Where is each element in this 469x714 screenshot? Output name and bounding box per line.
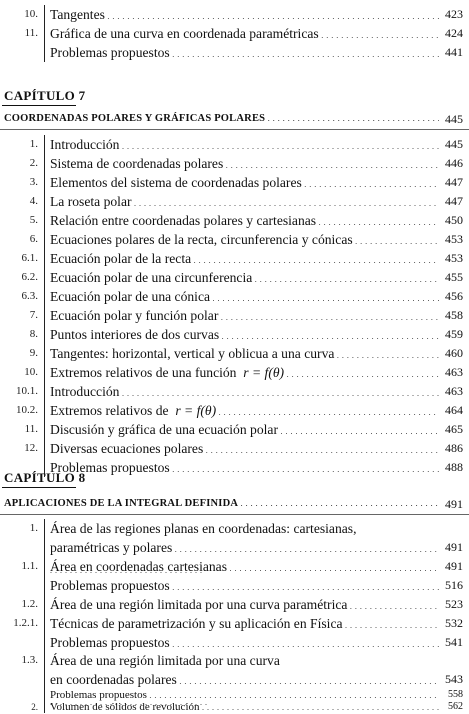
toc-entry xyxy=(0,154,469,173)
divider-bar xyxy=(44,287,45,306)
chapter-8-underline xyxy=(2,487,76,488)
toc-entry xyxy=(0,192,469,211)
chapter-8-rule xyxy=(0,514,469,515)
divider-bar xyxy=(44,439,45,458)
entry-page: 488 xyxy=(445,460,463,474)
entry-title: Tangentes . . . xyxy=(50,5,439,26)
entry-number: 7. xyxy=(29,309,38,321)
entry-title: Área en coordenadas cartesianas . . . xyxy=(50,557,439,578)
entry-title: Problemas propuestos . . . xyxy=(50,458,439,479)
entry-number: 2. xyxy=(29,157,38,169)
entry-title: Problemas propuestos . . . xyxy=(50,576,439,597)
entry-number: 1. xyxy=(29,522,38,534)
entry-two-line xyxy=(50,651,439,670)
entry-title: Puntos interiores de dos curvas . . . xyxy=(50,325,439,346)
entry-page: 456 xyxy=(445,289,463,303)
entry-number: 11. xyxy=(24,27,38,39)
divider-bar xyxy=(44,5,45,24)
chapter-8-page: 491 xyxy=(445,497,463,511)
entry-page: 424 xyxy=(445,26,463,40)
entry-title: Técnicas de parametrización y su aplicación en Física . . . xyxy=(50,614,439,635)
entry-number: 10.1. xyxy=(16,385,38,397)
entry-title: Ecuaciones polares de la recta, circunferencia y cónicas . . . xyxy=(50,230,439,251)
entry-title: Problemas propuestos . . . xyxy=(50,43,439,64)
toc-entry xyxy=(0,344,469,363)
entry-page: 459 xyxy=(445,327,463,341)
divider-bar xyxy=(44,325,45,344)
entry-page: 486 xyxy=(445,441,463,455)
divider-bar xyxy=(44,344,45,363)
toc-entry xyxy=(0,24,469,43)
entry-page: 453 xyxy=(445,232,463,246)
entry-number: 9. xyxy=(29,347,38,359)
chapter-8-title: APLICACIONES DE LA INTEGRAL DEFINIDA . . . xyxy=(4,495,439,513)
entry-title: Gráfica de una curva en coordenada paramétricas . . . xyxy=(50,24,439,45)
entry-page: 441 xyxy=(445,45,463,59)
entry-number: 1.2. xyxy=(21,598,38,610)
toc-entry xyxy=(0,633,469,652)
entry-title: Área de una región limitada por una curva paramétrica . . . xyxy=(50,595,439,616)
formula: r = f(θ) xyxy=(175,403,217,418)
toc-entry xyxy=(0,420,469,439)
entry-number: 1.1. xyxy=(21,560,38,572)
divider-bar xyxy=(44,230,45,249)
entry-page: 423 xyxy=(445,7,463,21)
entry-title: Tangentes: horizontal, vertical y oblicua a una curva . . . xyxy=(50,344,439,365)
entry-number: 8. xyxy=(29,328,38,340)
chapter-7-label: CAPÍTULO 7 xyxy=(4,88,86,103)
toc-entry xyxy=(0,701,469,713)
toc-entry xyxy=(0,557,469,576)
entry-title: Sistema de coordenadas polares . . . xyxy=(50,154,439,175)
toc-entry xyxy=(0,5,469,24)
toc-entry xyxy=(0,325,469,344)
entry-title: Elementos del sistema de coordenadas polares . . . xyxy=(50,173,439,194)
divider-bar xyxy=(44,306,45,325)
entry-title: Introducción . . . xyxy=(50,382,439,403)
divider-bar xyxy=(44,519,45,557)
divider-bar xyxy=(44,363,45,382)
entry-number: 3. xyxy=(29,176,38,188)
entry-page: 445 xyxy=(445,137,463,151)
entry-title: Volumen de sólidos de revolución . . . xyxy=(50,701,439,714)
entry-title: Discusión y gráfica de una ecuación polar . . . xyxy=(50,420,439,441)
entry-title: Problemas propuestos . . . xyxy=(50,689,439,702)
divider-bar xyxy=(44,576,45,595)
entry-number: 2. xyxy=(31,702,38,712)
divider-bar xyxy=(44,633,45,652)
entry-number: 10. xyxy=(24,366,38,378)
toc-entry xyxy=(0,306,469,325)
divider-bar xyxy=(44,154,45,173)
entry-title: Ecuación polar de una cónica . . . xyxy=(50,287,439,308)
toc-entry xyxy=(0,519,469,557)
entry-title-with-formula xyxy=(50,401,439,422)
entry-title: Problemas propuestos . . . xyxy=(50,633,439,654)
divider-bar xyxy=(44,701,45,713)
entry-page: 463 xyxy=(445,365,463,379)
divider-bar xyxy=(44,557,45,576)
entry-page: 558 xyxy=(448,689,463,700)
toc-entry xyxy=(0,173,469,192)
chapter-7-underline xyxy=(2,105,76,106)
chapter-7-title: COORDENADAS POLARES Y GRÁFICAS POLARES . . . xyxy=(4,110,439,128)
divider-bar xyxy=(44,43,45,62)
entry-page: 450 xyxy=(445,213,463,227)
entry-title-with-formula xyxy=(50,363,439,384)
toc-entry xyxy=(0,576,469,595)
entry-number: 4. xyxy=(29,195,38,207)
divider-bar xyxy=(44,211,45,230)
entry-title: La roseta polar . . . xyxy=(50,192,439,213)
entry-page: 491 xyxy=(445,559,463,573)
entry-title: Ecuación polar y función polar . . . xyxy=(50,306,439,327)
toc-entry xyxy=(0,211,469,230)
chapter-7-page: 445 xyxy=(445,112,463,126)
chapter-8-label: CAPÍTULO 8 xyxy=(4,470,86,485)
toc-entry xyxy=(0,614,469,633)
divider-bar xyxy=(44,382,45,401)
entry-number: 12. xyxy=(24,442,38,454)
divider-bar xyxy=(44,651,45,689)
chapter-8-heading xyxy=(0,495,469,513)
entry-number: 1. xyxy=(29,138,38,150)
toc-entry xyxy=(0,595,469,614)
divider-bar xyxy=(44,689,45,701)
toc-entry xyxy=(0,135,469,154)
entry-number: 6.3. xyxy=(21,290,38,302)
toc-entry xyxy=(0,287,469,306)
entry-title: Extremos relativos de xyxy=(50,403,169,418)
entry-page: 523 xyxy=(445,597,463,611)
entry-title: Extremos relativos de una función xyxy=(50,365,237,380)
entry-title: en coordenadas polares . . . xyxy=(50,670,439,712)
entry-page: 447 xyxy=(445,194,463,208)
entry-page: 458 xyxy=(445,308,463,322)
toc-entry xyxy=(0,439,469,458)
entry-page: 455 xyxy=(445,270,463,284)
toc-entry xyxy=(0,249,469,268)
chapter-7-heading xyxy=(0,110,469,128)
divider-bar xyxy=(44,192,45,211)
divider-bar xyxy=(44,249,45,268)
formula: r = f(θ) xyxy=(243,365,285,380)
entry-number: 1.3. xyxy=(21,654,38,666)
toc-entry xyxy=(0,268,469,287)
divider-bar xyxy=(44,595,45,614)
chapter-7-rule xyxy=(0,129,469,130)
entry-number: 10.2. xyxy=(16,404,38,416)
entry-page: 464 xyxy=(445,403,463,417)
entry-title: Introducción . . . xyxy=(50,135,439,156)
toc-entry xyxy=(0,363,469,382)
entry-page: 463 xyxy=(445,384,463,398)
divider-bar xyxy=(44,173,45,192)
toc-entry xyxy=(0,382,469,401)
entry-title: Diversas ecuaciones polares . . . xyxy=(50,439,439,460)
entry-page: 447 xyxy=(445,175,463,189)
entry-number: 11. xyxy=(24,423,38,435)
entry-page: 541 xyxy=(445,635,463,649)
entry-number: 6. xyxy=(29,233,38,245)
entry-number: 5. xyxy=(29,214,38,226)
entry-page: 453 xyxy=(445,251,463,265)
entry-page: 543 xyxy=(445,672,463,686)
entry-number: 6.1. xyxy=(21,252,38,264)
entry-title: Ecuación polar de la recta . . . xyxy=(50,249,439,270)
divider-bar xyxy=(44,420,45,439)
entry-title: paramétricas y polares . . . xyxy=(50,538,439,580)
entry-number: 1.2.1. xyxy=(13,617,38,629)
entry-number: 6.2. xyxy=(21,271,38,283)
divider-bar xyxy=(44,24,45,43)
toc-entry xyxy=(0,43,469,62)
toc-entry xyxy=(0,689,469,701)
toc-entry xyxy=(0,230,469,249)
entry-page: 562 xyxy=(448,701,463,712)
entry-page: 446 xyxy=(445,156,463,170)
entry-title: Relación entre coordenadas polares y cartesianas . . . xyxy=(50,211,439,232)
entry-page: 516 xyxy=(445,578,463,592)
entry-two-line xyxy=(50,519,439,538)
entry-page: 465 xyxy=(445,422,463,436)
toc-entry xyxy=(0,401,469,420)
entry-page: 491 xyxy=(445,540,463,554)
entry-title-line1: Área de una región limitada por una curva xyxy=(50,653,280,668)
entry-page: 460 xyxy=(445,346,463,360)
entry-title-line1: Área de las regiones planas en coordenadas: cartesianas, xyxy=(50,521,357,536)
divider-bar xyxy=(44,268,45,287)
divider-bar xyxy=(44,401,45,420)
entry-title: Ecuación polar de una circunferencia . . . xyxy=(50,268,439,289)
divider-bar xyxy=(44,614,45,633)
entry-page: 532 xyxy=(445,616,463,630)
divider-bar xyxy=(44,135,45,154)
toc-entry xyxy=(0,651,469,689)
entry-number: 10. xyxy=(24,8,38,20)
